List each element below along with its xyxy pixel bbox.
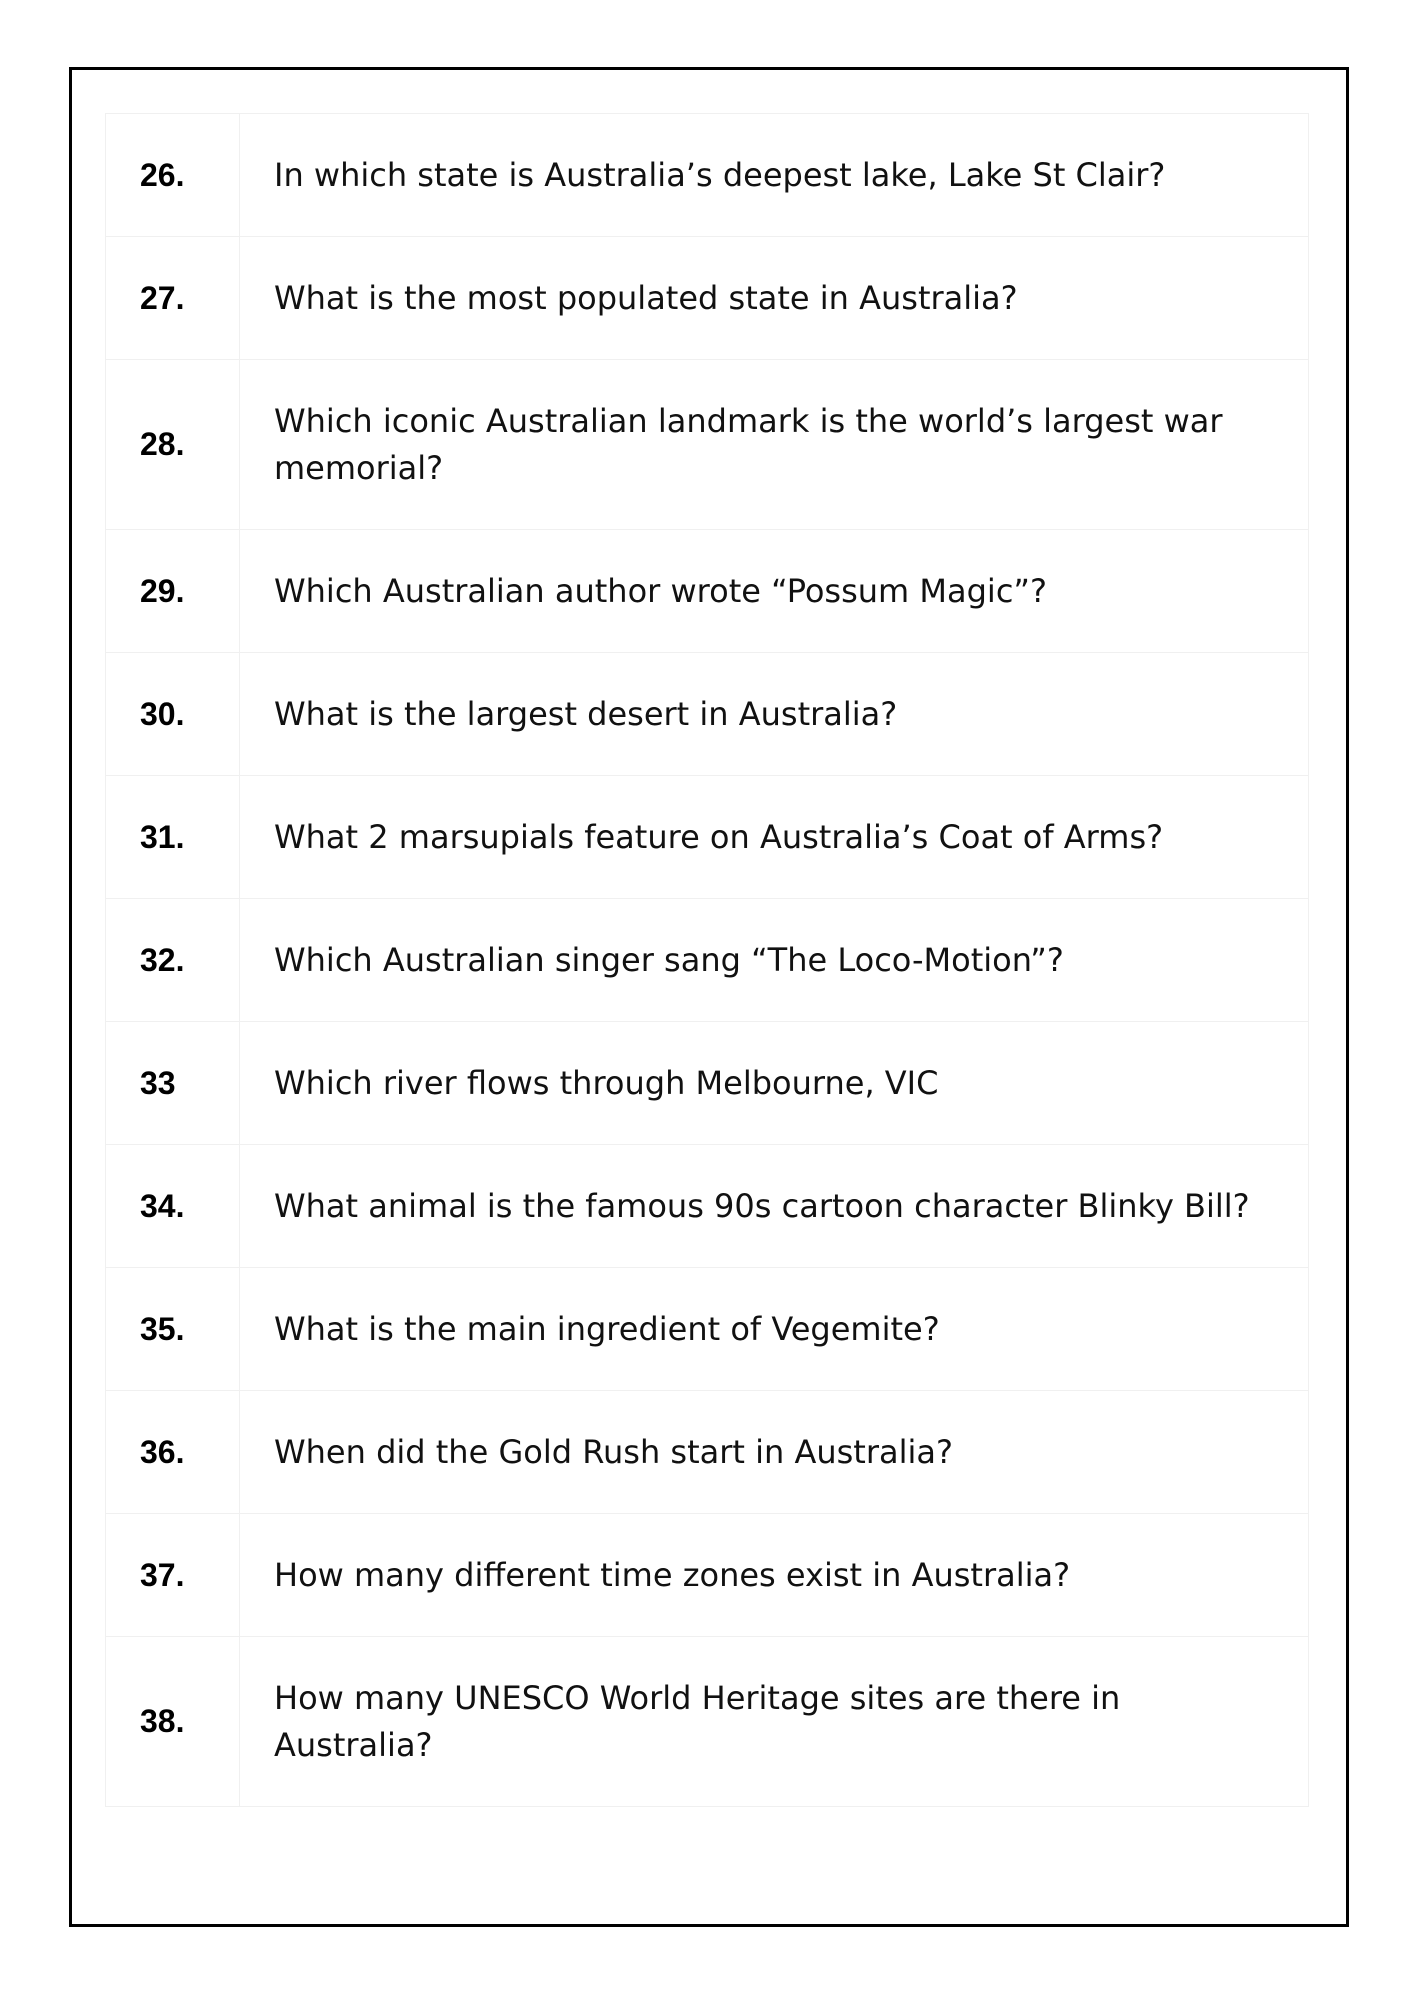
question-row-33 xyxy=(106,1022,1309,1145)
question-number: 34. xyxy=(106,1145,240,1268)
question-number: 38. xyxy=(106,1637,240,1807)
question-text: Which Australian singer sang “The Loco-Motion”? xyxy=(240,899,1309,1022)
question-row-34 xyxy=(106,1145,1309,1268)
question-row-28 xyxy=(106,360,1309,530)
question-number: 35. xyxy=(106,1268,240,1391)
question-text: Which Australian author wrote “Possum Magic”? xyxy=(240,530,1309,653)
question-number: 26. xyxy=(106,114,240,237)
question-row-27 xyxy=(106,237,1309,360)
question-row-37 xyxy=(106,1514,1309,1637)
question-text: Which iconic Australian landmark is the world’s largest war memorial? xyxy=(240,360,1309,530)
question-number: 31. xyxy=(106,776,240,899)
question-number: 36. xyxy=(106,1391,240,1514)
question-text: What animal is the famous 90s cartoon character Blinky Bill? xyxy=(240,1145,1309,1268)
question-text: How many UNESCO World Heritage sites are there in Australia? xyxy=(240,1637,1309,1807)
question-row-32 xyxy=(106,899,1309,1022)
question-number: 37. xyxy=(106,1514,240,1637)
question-text: What is the largest desert in Australia? xyxy=(240,653,1309,776)
question-number: 27. xyxy=(106,237,240,360)
question-row-26 xyxy=(106,114,1309,237)
quiz-table xyxy=(105,113,1309,1807)
question-text: In which state is Australia’s deepest lake, Lake St Clair? xyxy=(240,114,1309,237)
question-number: 33 xyxy=(106,1022,240,1145)
question-text: What is the main ingredient of Vegemite? xyxy=(240,1268,1309,1391)
question-text: Which river flows through Melbourne, VIC xyxy=(240,1022,1309,1145)
question-row-35 xyxy=(106,1268,1309,1391)
question-row-38 xyxy=(106,1637,1309,1807)
question-text: What is the most populated state in Australia? xyxy=(240,237,1309,360)
question-row-29 xyxy=(106,530,1309,653)
question-number: 29. xyxy=(106,530,240,653)
question-row-36 xyxy=(106,1391,1309,1514)
question-text: What 2 marsupials feature on Australia’s Coat of Arms? xyxy=(240,776,1309,899)
question-number: 28. xyxy=(106,360,240,530)
question-number: 32. xyxy=(106,899,240,1022)
question-row-31 xyxy=(106,776,1309,899)
question-row-30 xyxy=(106,653,1309,776)
question-number: 30. xyxy=(106,653,240,776)
question-text: When did the Gold Rush start in Australia? xyxy=(240,1391,1309,1514)
question-text: How many different time zones exist in Australia? xyxy=(240,1514,1309,1637)
